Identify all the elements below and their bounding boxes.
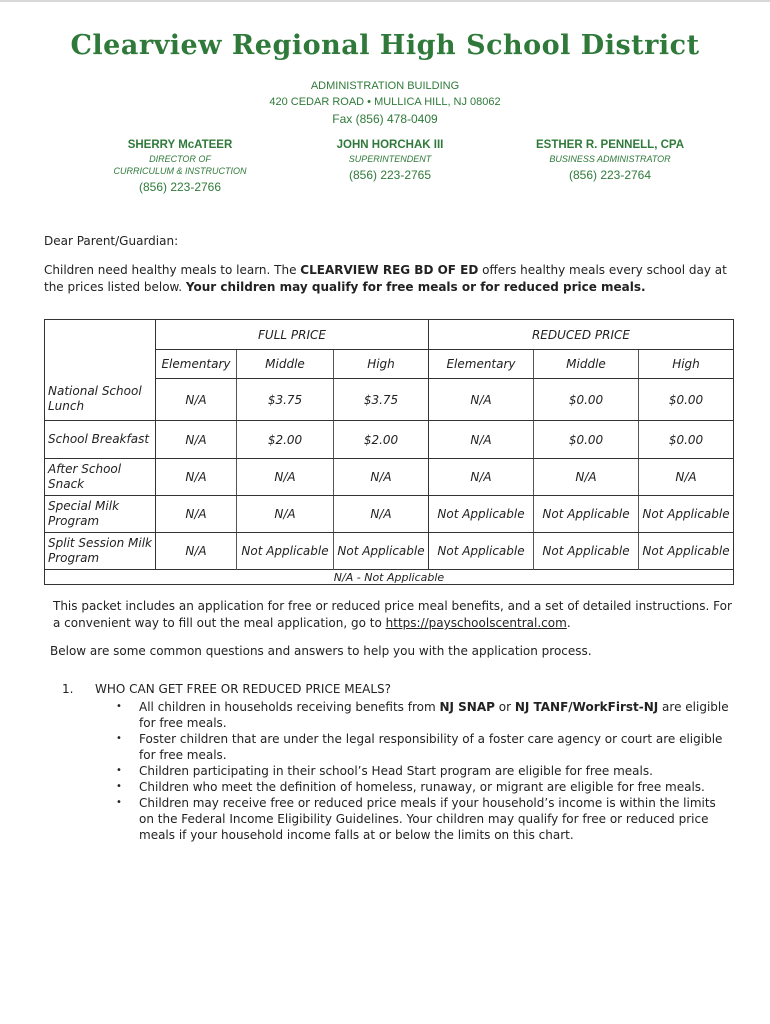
officer-name: JOHN HORCHAK III xyxy=(336,139,444,151)
packet-text: This packet includes an application for free or reduced price meal benefits, and a set of detailed instructions. For a convenient way to fill out the meal application, go to xyxy=(53,599,732,630)
table-cell: N/A xyxy=(429,379,534,421)
table-cell: N/A xyxy=(534,459,639,496)
answer-text: Children who meet the definition of homeless, runaway, or migrant are eligible for free meals. xyxy=(139,780,705,794)
table-cell: N/A xyxy=(334,496,429,533)
officer-phone: (856) 223-2765 xyxy=(348,168,432,182)
officer-director xyxy=(100,139,260,194)
reduced-price-header: REDUCED PRICE xyxy=(429,320,734,350)
row-label: School Breakfast xyxy=(45,421,156,459)
district-title: Clearview Regional High School District xyxy=(70,30,700,61)
officer-title-line: DIRECTOR OF xyxy=(149,154,211,164)
list-item xyxy=(112,699,732,731)
row-label: Split Session Milk Program xyxy=(48,536,152,565)
bullet-icon: • xyxy=(116,765,122,776)
page-top-edge xyxy=(0,0,770,2)
table-cell: Not Applicable xyxy=(534,496,639,533)
table-cell: $0.00 xyxy=(639,421,734,459)
bullet-icon: • xyxy=(116,797,122,808)
question-heading: WHO CAN GET FREE OR REDUCED PRICE MEALS? xyxy=(95,682,392,696)
packet-paragraph xyxy=(53,598,733,632)
bullet-icon: • xyxy=(116,781,122,792)
qualify-statement: Your children may qualify for free meals or for reduced price meals. xyxy=(185,280,646,294)
column-header: Middle xyxy=(237,350,334,379)
table-row xyxy=(45,421,734,459)
table-cell: N/A xyxy=(639,459,734,496)
table-cell: Not Applicable xyxy=(429,496,534,533)
officer-phone: (856) 223-2764 xyxy=(568,168,652,182)
table-cell: N/A xyxy=(334,459,429,496)
list-item xyxy=(112,779,732,795)
officer-title xyxy=(100,153,260,177)
officer-title-line: CURRICULUM & INSTRUCTION xyxy=(113,166,247,176)
table-cell: N/A xyxy=(156,533,237,570)
table-cell: $3.75 xyxy=(237,379,334,421)
table-cell: N/A xyxy=(156,379,237,421)
payschools-link[interactable]: https://payschoolscentral.com xyxy=(385,616,567,630)
column-header: Elementary xyxy=(429,350,534,379)
table-cell: N/A xyxy=(429,459,534,496)
table-cell: Not Applicable xyxy=(534,533,639,570)
table-cell: $2.00 xyxy=(237,421,334,459)
table-legend: N/A - Not Applicable xyxy=(45,570,734,585)
district-board-name: CLEARVIEW REG BD OF ED xyxy=(300,263,479,277)
table-cell: $3.75 xyxy=(334,379,429,421)
table-row xyxy=(45,533,734,570)
row-label: Special Milk Program xyxy=(45,496,156,533)
row-label: After School Snack xyxy=(45,459,156,496)
officer-title-line: SUPERINTENDENT xyxy=(348,154,432,164)
program-name: NJ SNAP xyxy=(439,700,495,714)
intro-text: Children need healthy meals to learn. The xyxy=(44,263,301,277)
answer-text: All children in households receiving benefits from xyxy=(139,700,440,714)
answer-text: Foster children that are under the legal responsibility of a foster care agency or court are eligible for free meals. xyxy=(139,732,723,762)
table-cell: $0.00 xyxy=(534,421,639,459)
table-cell: N/A xyxy=(237,496,334,533)
building-name: ADMINISTRATION BUILDING xyxy=(310,80,460,92)
list-item xyxy=(112,731,732,763)
empty-corner-cell xyxy=(45,320,156,379)
answer-text: or xyxy=(494,700,515,714)
table-cell: Not Applicable xyxy=(639,533,734,570)
table-group-header xyxy=(45,320,734,350)
answer-list xyxy=(112,699,732,843)
table-cell: Not Applicable xyxy=(639,496,734,533)
greeting: Dear Parent/Guardian: xyxy=(44,234,179,248)
answer-text: Children participating in their school’s Head Start program are eligible for free meals. xyxy=(139,764,653,778)
question-number: 1. xyxy=(62,682,74,696)
officer-name: SHERRY McATEER xyxy=(127,139,233,151)
full-price-header: FULL PRICE xyxy=(156,320,429,350)
intro-text: offers healthy meals every school day at the prices listed below. xyxy=(44,263,727,294)
officer-title xyxy=(525,153,695,165)
table-legend-row xyxy=(45,570,734,585)
bullet-icon: • xyxy=(116,701,122,712)
table-row xyxy=(45,379,734,421)
table-cell: $2.00 xyxy=(334,421,429,459)
intro-to-faq: Below are some common questions and answers to help you with the application process. xyxy=(50,644,592,658)
column-header: Elementary xyxy=(156,350,237,379)
officer-superintendent xyxy=(315,139,465,182)
row-label: National School Lunch xyxy=(45,379,156,421)
officer-business-admin xyxy=(525,139,695,182)
table-cell: Not Applicable xyxy=(429,533,534,570)
bullet-icon: • xyxy=(116,733,122,744)
list-item xyxy=(112,795,732,843)
program-name: NJ TANF/WorkFirst-NJ xyxy=(514,700,659,714)
column-header: Middle xyxy=(534,350,639,379)
officer-name: ESTHER R. PENNELL, CPA xyxy=(535,139,685,151)
answer-text: Children may receive free or reduced price meals if your household’s income is within the limits on the Federal Income Eligibility Guidelines. Your children may qualify for free or reduced price meals if your household income falls at or below the limits on this chart. xyxy=(139,796,716,842)
officer-phone: (856) 223-2766 xyxy=(138,180,222,194)
admin-address-block xyxy=(0,78,770,127)
officer-title xyxy=(315,153,465,165)
table-cell: $0.00 xyxy=(534,379,639,421)
table-cell: N/A xyxy=(429,421,534,459)
table-cell: $0.00 xyxy=(639,379,734,421)
table-cell: N/A xyxy=(156,421,237,459)
list-item xyxy=(112,763,732,779)
packet-text-end: . xyxy=(566,616,571,630)
table-cell: Not Applicable xyxy=(237,533,334,570)
column-header: High xyxy=(334,350,429,379)
table-row xyxy=(45,496,734,533)
street-address: 420 CEDAR ROAD • MULLICA HILL, NJ 08062 xyxy=(269,96,501,108)
meal-price-table xyxy=(44,319,734,585)
table-cell: N/A xyxy=(156,496,237,533)
table-cell: N/A xyxy=(237,459,334,496)
answer-text: are eligible for free meals. xyxy=(139,700,729,730)
table-cell: N/A xyxy=(156,459,237,496)
fax-number: Fax (856) 478-0409 xyxy=(332,112,438,126)
column-header: High xyxy=(639,350,734,379)
intro-paragraph xyxy=(44,262,744,296)
table-cell: Not Applicable xyxy=(334,533,429,570)
table-row xyxy=(45,459,734,496)
officer-title-line: BUSINESS ADMINISTRATOR xyxy=(549,154,671,164)
